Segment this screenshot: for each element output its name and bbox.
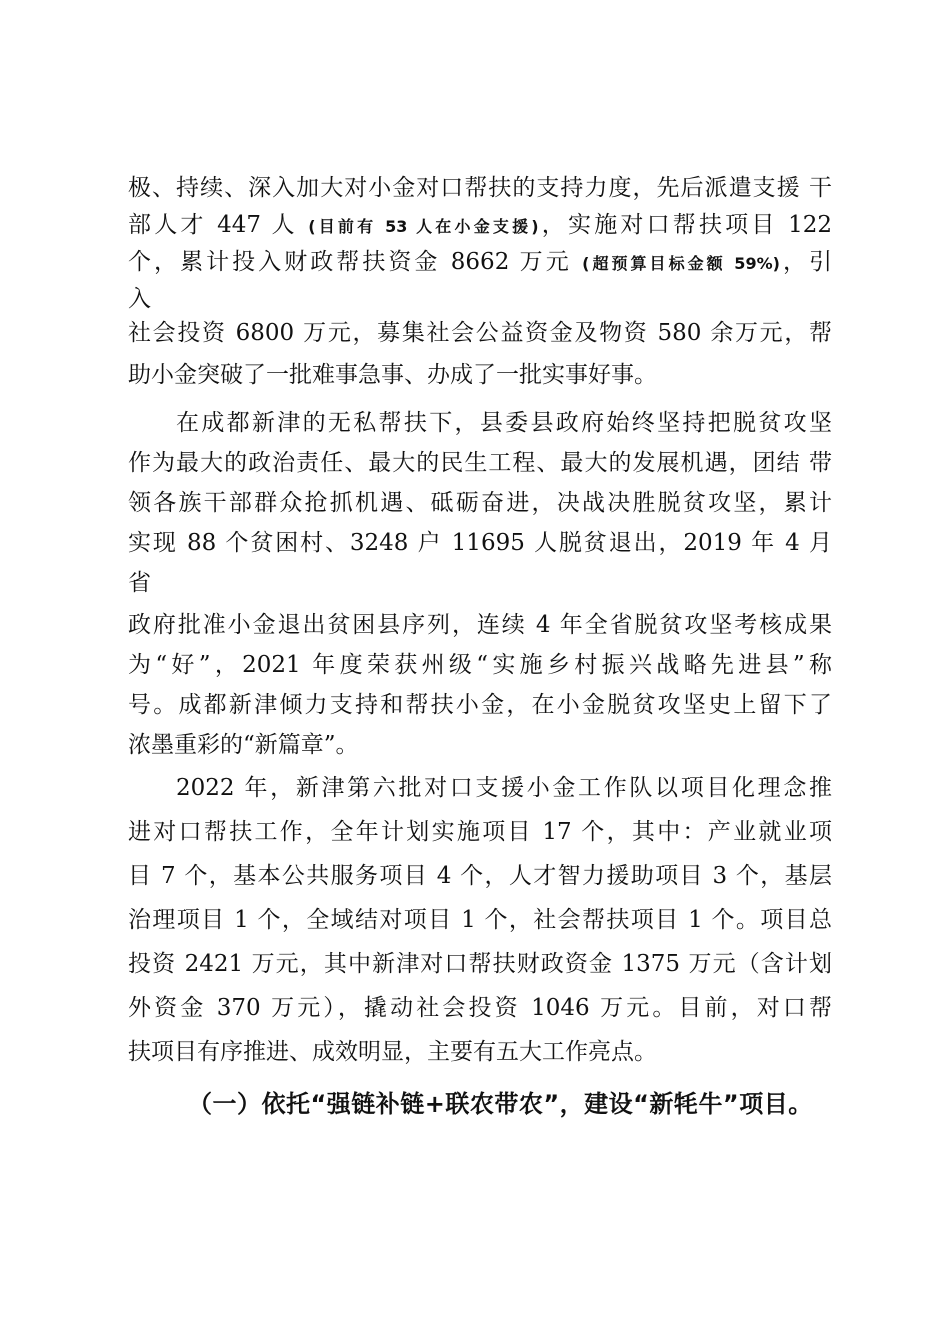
- paragraph-2-line-9: 浓墨重彩的“新篇章”。: [128, 732, 359, 758]
- paragraph-1-line-3: [128, 242, 832, 282]
- text: ，实施对口帮扶项目 122: [538, 212, 832, 238]
- paragraph-1-line-2: [128, 205, 832, 245]
- paragraph-3-line-7: 扶项目有序推进、成效明显，主要有五大工作亮点。: [128, 1039, 657, 1065]
- inline-note: (目前有 53 人在小金支援): [308, 217, 539, 236]
- paragraph-1-line-5: 社会投资 6800 万元，募集社会公益资金及物资 580 余万元，帮: [128, 320, 832, 346]
- text: 个，累计投入财政帮扶资金 8662 万元: [128, 249, 583, 275]
- text: ，引: [779, 249, 832, 275]
- paragraph-3-line-3: 目 7 个，基本公共服务项目 4 个，人才智力援助项目 3 个，基层: [128, 863, 832, 889]
- paragraph-3-line-2: 进对口帮扶工作，全年计划实施项目 17 个，其中：产业就业项: [128, 819, 832, 845]
- paragraph-2-line-3: 领各族干部群众抢抓机遇、砥砺奋进，决战决胜脱贫攻坚，累计: [128, 490, 832, 516]
- paragraph-3-line-5: 投资 2421 万元，其中新津对口帮扶财政资金 1375 万元（含计划: [128, 951, 832, 977]
- paragraph-2-line-2: 作为最大的政治责任、最大的民生工程、最大的发展机遇，团结 带: [128, 450, 832, 476]
- paragraph-2-line-5: 省: [128, 570, 151, 596]
- paragraph-1-line-1: 极、持续、深入加大对小金对口帮扶的支持力度，先后派遣支援 干: [128, 175, 832, 201]
- inline-note: (超预算目标金额 59%): [582, 254, 780, 273]
- paragraph-1-line-4: 入: [128, 286, 151, 312]
- paragraph-1-line-6: 助小金突破了一批难事急事、办成了一批实事好事。: [128, 362, 657, 388]
- paragraph-2-line-4: 实现 88 个贫困村、3248 户 11695 人脱贫退出，2019 年 4 月: [128, 530, 832, 556]
- paragraph-2-line-8: 号。成都新津倾力支持和帮扶小金，在小金脱贫攻坚史上留下了: [128, 692, 832, 718]
- text: 部人才 447 人: [128, 212, 309, 238]
- paragraph-3-line-6: 外资金 370 万元），撬动社会投资 1046 万元。目前，对口帮: [128, 995, 832, 1021]
- paragraph-3-line-4: 治理项目 1 个，全域结对项目 1 个，社会帮扶项目 1 个。项目总: [128, 907, 832, 933]
- paragraph-2-line-6: 政府批准小金退出贫困县序列，连续 4 年全省脱贫攻坚考核成果: [128, 612, 832, 638]
- paragraph-2-line-1: 在成都新津的无私帮扶下，县委县政府始终坚持把脱贫攻坚: [176, 410, 832, 436]
- paragraph-3-line-1: 2022 年，新津第六批对口支援小金工作队以项目化理念推: [176, 775, 832, 801]
- section-heading: （一）依托“强链补链+联农带农”，建设“新牦牛”项目。: [188, 1090, 813, 1118]
- paragraph-2-line-7: 为“好”，2021 年度荣获州级“实施乡村振兴战略先进县”称: [128, 652, 832, 678]
